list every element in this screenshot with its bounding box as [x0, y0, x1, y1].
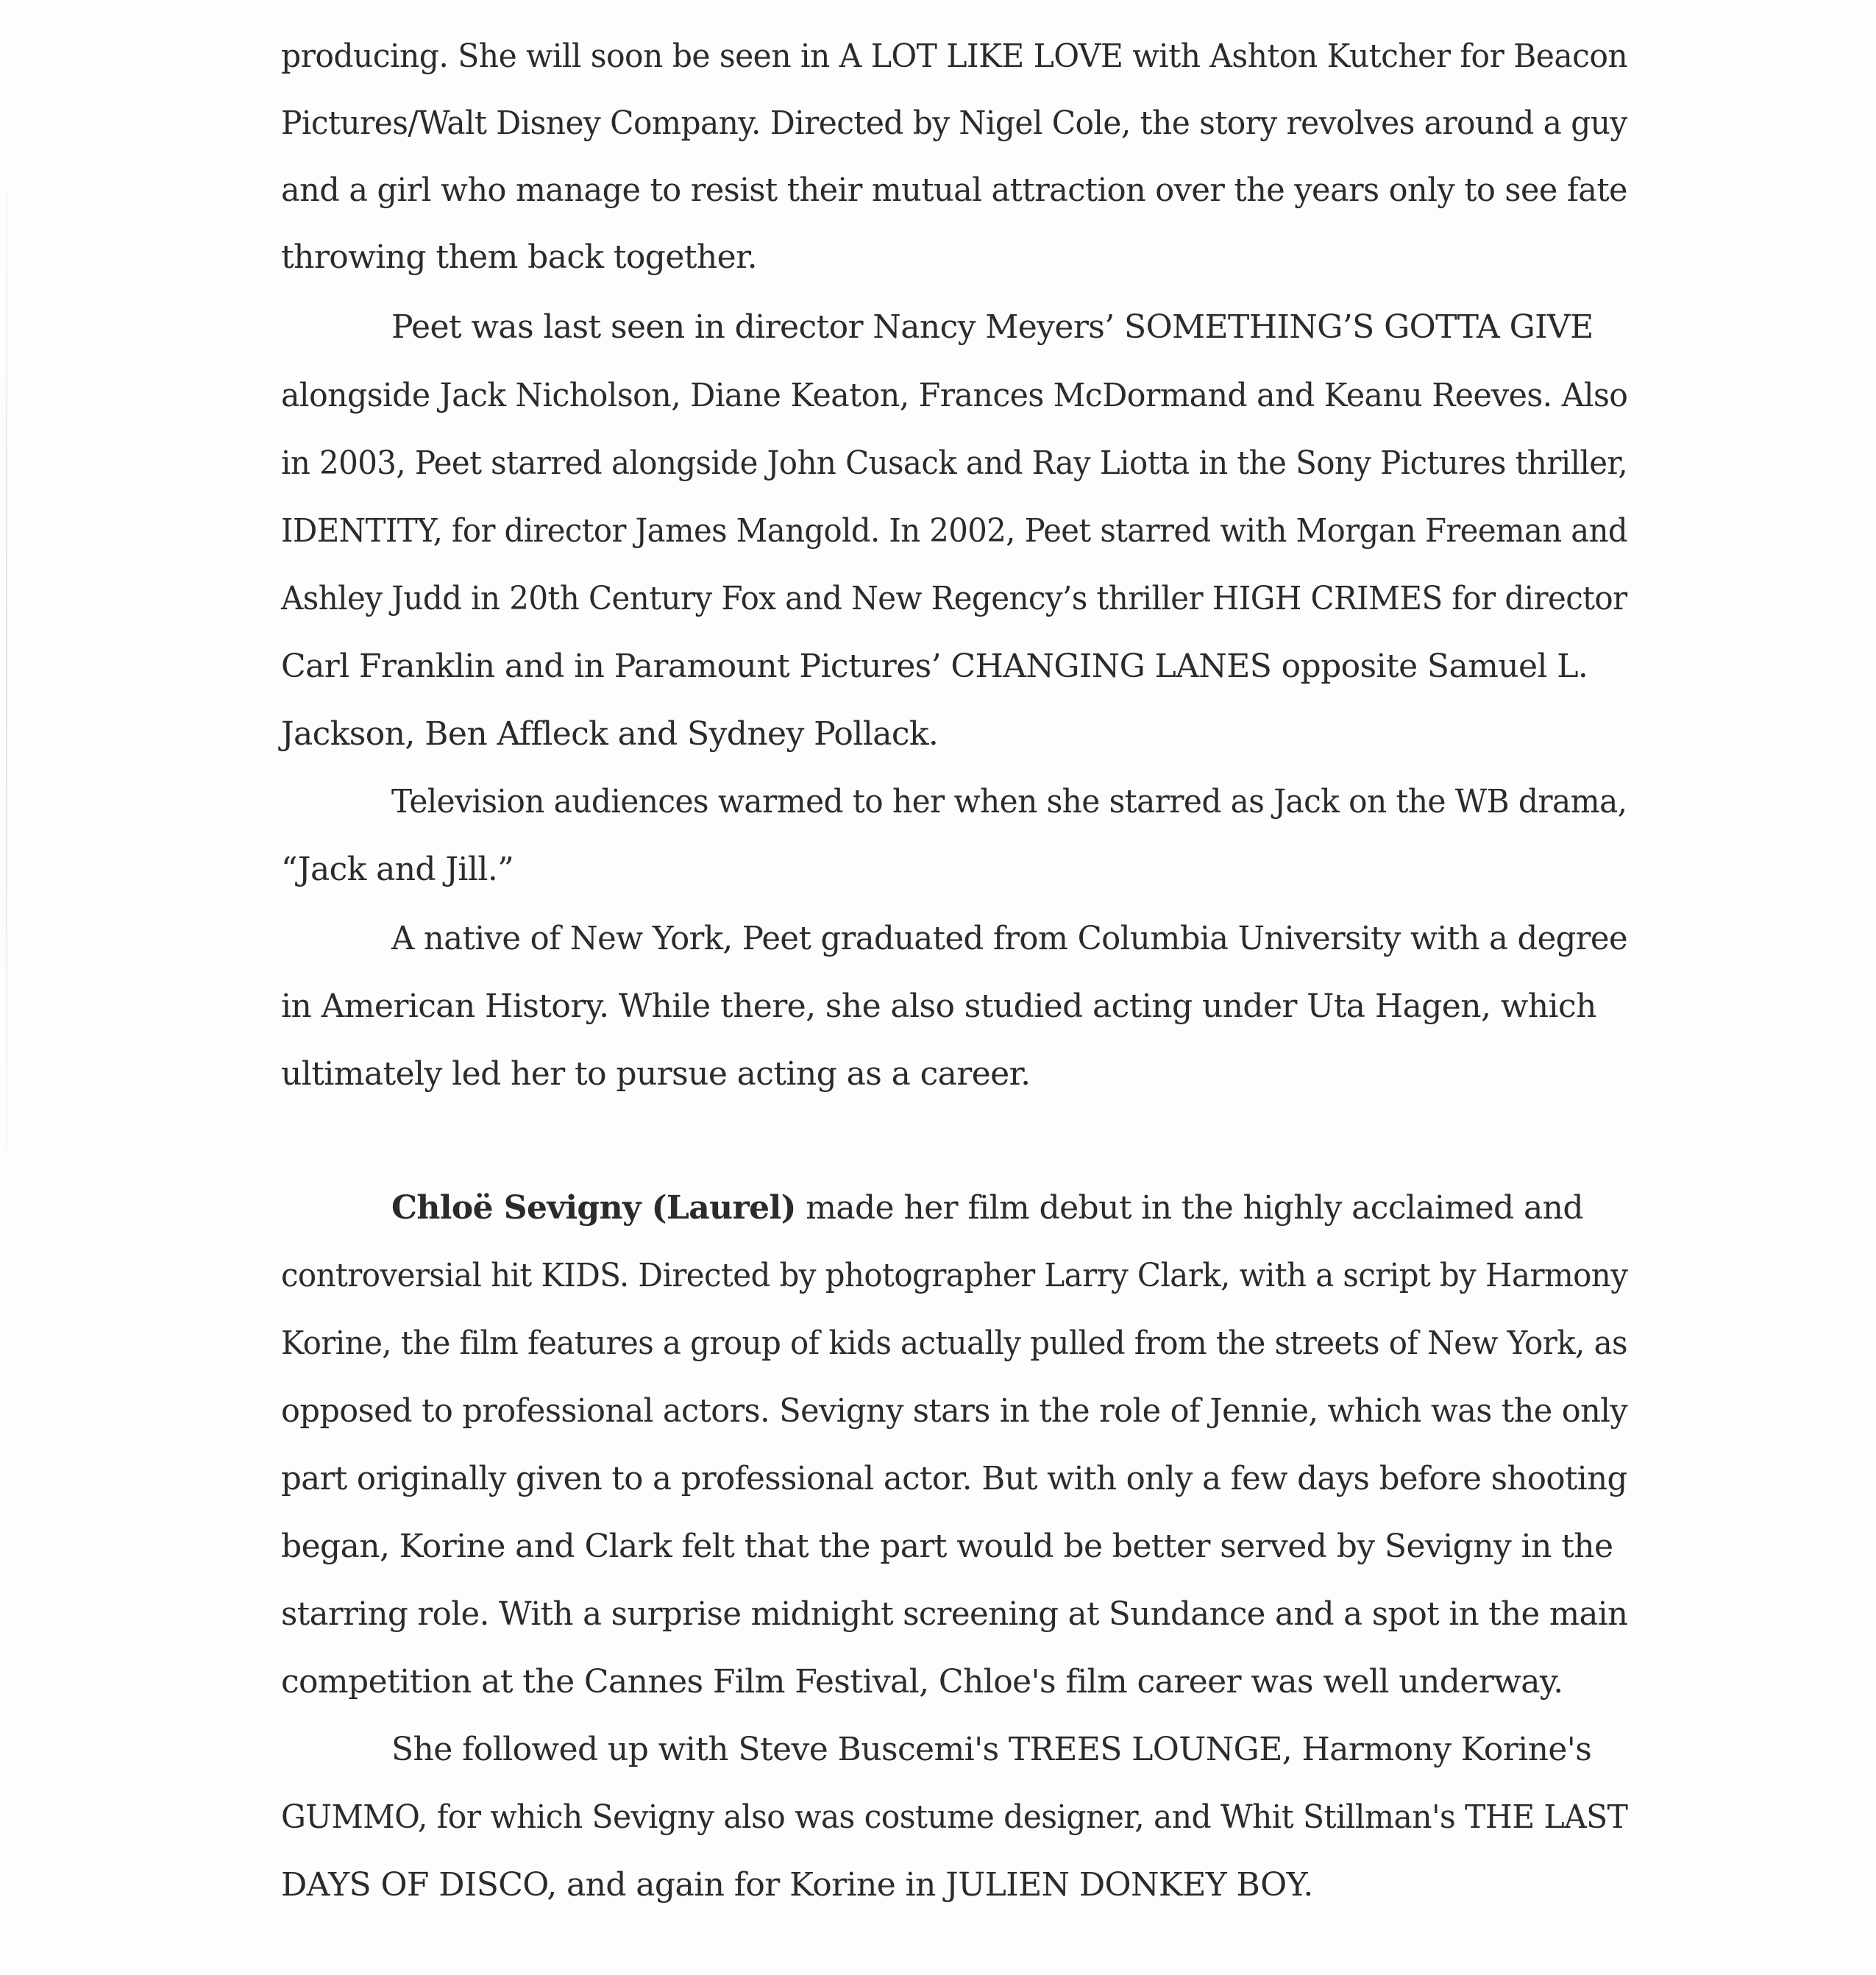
text-line: opposed to professional actors. Sevigny stars in the role of Jennie, which was the only [281, 1392, 1628, 1430]
text-line: She followed up with Steve Buscemi's TREES LOUNGE, Harmony Korine's [391, 1731, 1592, 1768]
text-line: controversial hit KIDS. Directed by photographer Larry Clark, with a script by Harmony [281, 1257, 1628, 1294]
text-line: DAYS OF DISCO, and again for Korine in JULIEN DONKEY BOY. [281, 1866, 1313, 1904]
text-line: ultimately led her to pursue acting as a career. [281, 1055, 1031, 1093]
text-line: Television audiences warmed to her when she starred as Jack on the WB drama, [391, 783, 1627, 820]
text-line: “Jack and Jill.” [281, 851, 514, 888]
text-line: throwing them back together. [281, 238, 758, 276]
text-line: GUMMO, for which Sevigny also was costume designer, and Whit Stillman's THE LAST [281, 1798, 1628, 1836]
text-line: Pictures/Walt Disney Company. Directed by Nigel Cole, the story revolves around a guy [281, 104, 1627, 142]
text-line: IDENTITY, for director James Mangold. In 2002, Peet starred with Morgan Freeman and [281, 512, 1628, 550]
text-line: Peet was last seen in director Nancy Meyers’ SOMETHING’S GOTTA GIVE [391, 308, 1593, 346]
text-line [391, 1186, 1583, 1230]
text-line: and a girl who manage to resist their mutual attraction over the years only to see fate [281, 171, 1627, 209]
text-line: part originally given to a professional actor. But with only a few days before shooting [281, 1460, 1627, 1497]
text-span: made her film debut in the highly acclaimed and [795, 1189, 1583, 1227]
text-line: began, Korine and Clark felt that the part would be better served by Sevigny in the [281, 1528, 1613, 1565]
text-line: in 2003, Peet starred alongside John Cusack and Ray Liotta in the Sony Pictures thriller, [281, 444, 1628, 482]
text-line: Ashley Judd in 20th Century Fox and New Regency’s thriller HIGH CRIMES for director [281, 580, 1627, 617]
text-line: in American History. While there, she also studied acting under Uta Hagen, which [281, 988, 1596, 1025]
text-line: alongside Jack Nicholson, Diane Keaton, Frances McDormand and Keanu Reeves. Also [281, 377, 1628, 414]
text-line: Jackson, Ben Affleck and Sydney Pollack. [281, 715, 939, 753]
scan-edge-mark [6, 191, 7, 1148]
text-line: starring role. With a surprise midnight screening at Sundance and a spot in the main [281, 1595, 1628, 1633]
text-line: producing. She will soon be seen in A LOT LIKE LOVE with Ashton Kutcher for Beacon [281, 38, 1628, 75]
text-line: A native of New York, Peet graduated from Columbia University with a degree [391, 920, 1628, 957]
text-line: Korine, the film features a group of kids actually pulled from the streets of New York, as [281, 1325, 1627, 1362]
text-line: competition at the Cannes Film Festival, Chloe's film career was well underway. [281, 1663, 1563, 1701]
text-line: Carl Franklin and in Paramount Pictures’ CHANGING LANES opposite Samuel L. [281, 648, 1588, 685]
actor-name-heading: Chloë Sevigny (Laurel) [391, 1189, 796, 1227]
